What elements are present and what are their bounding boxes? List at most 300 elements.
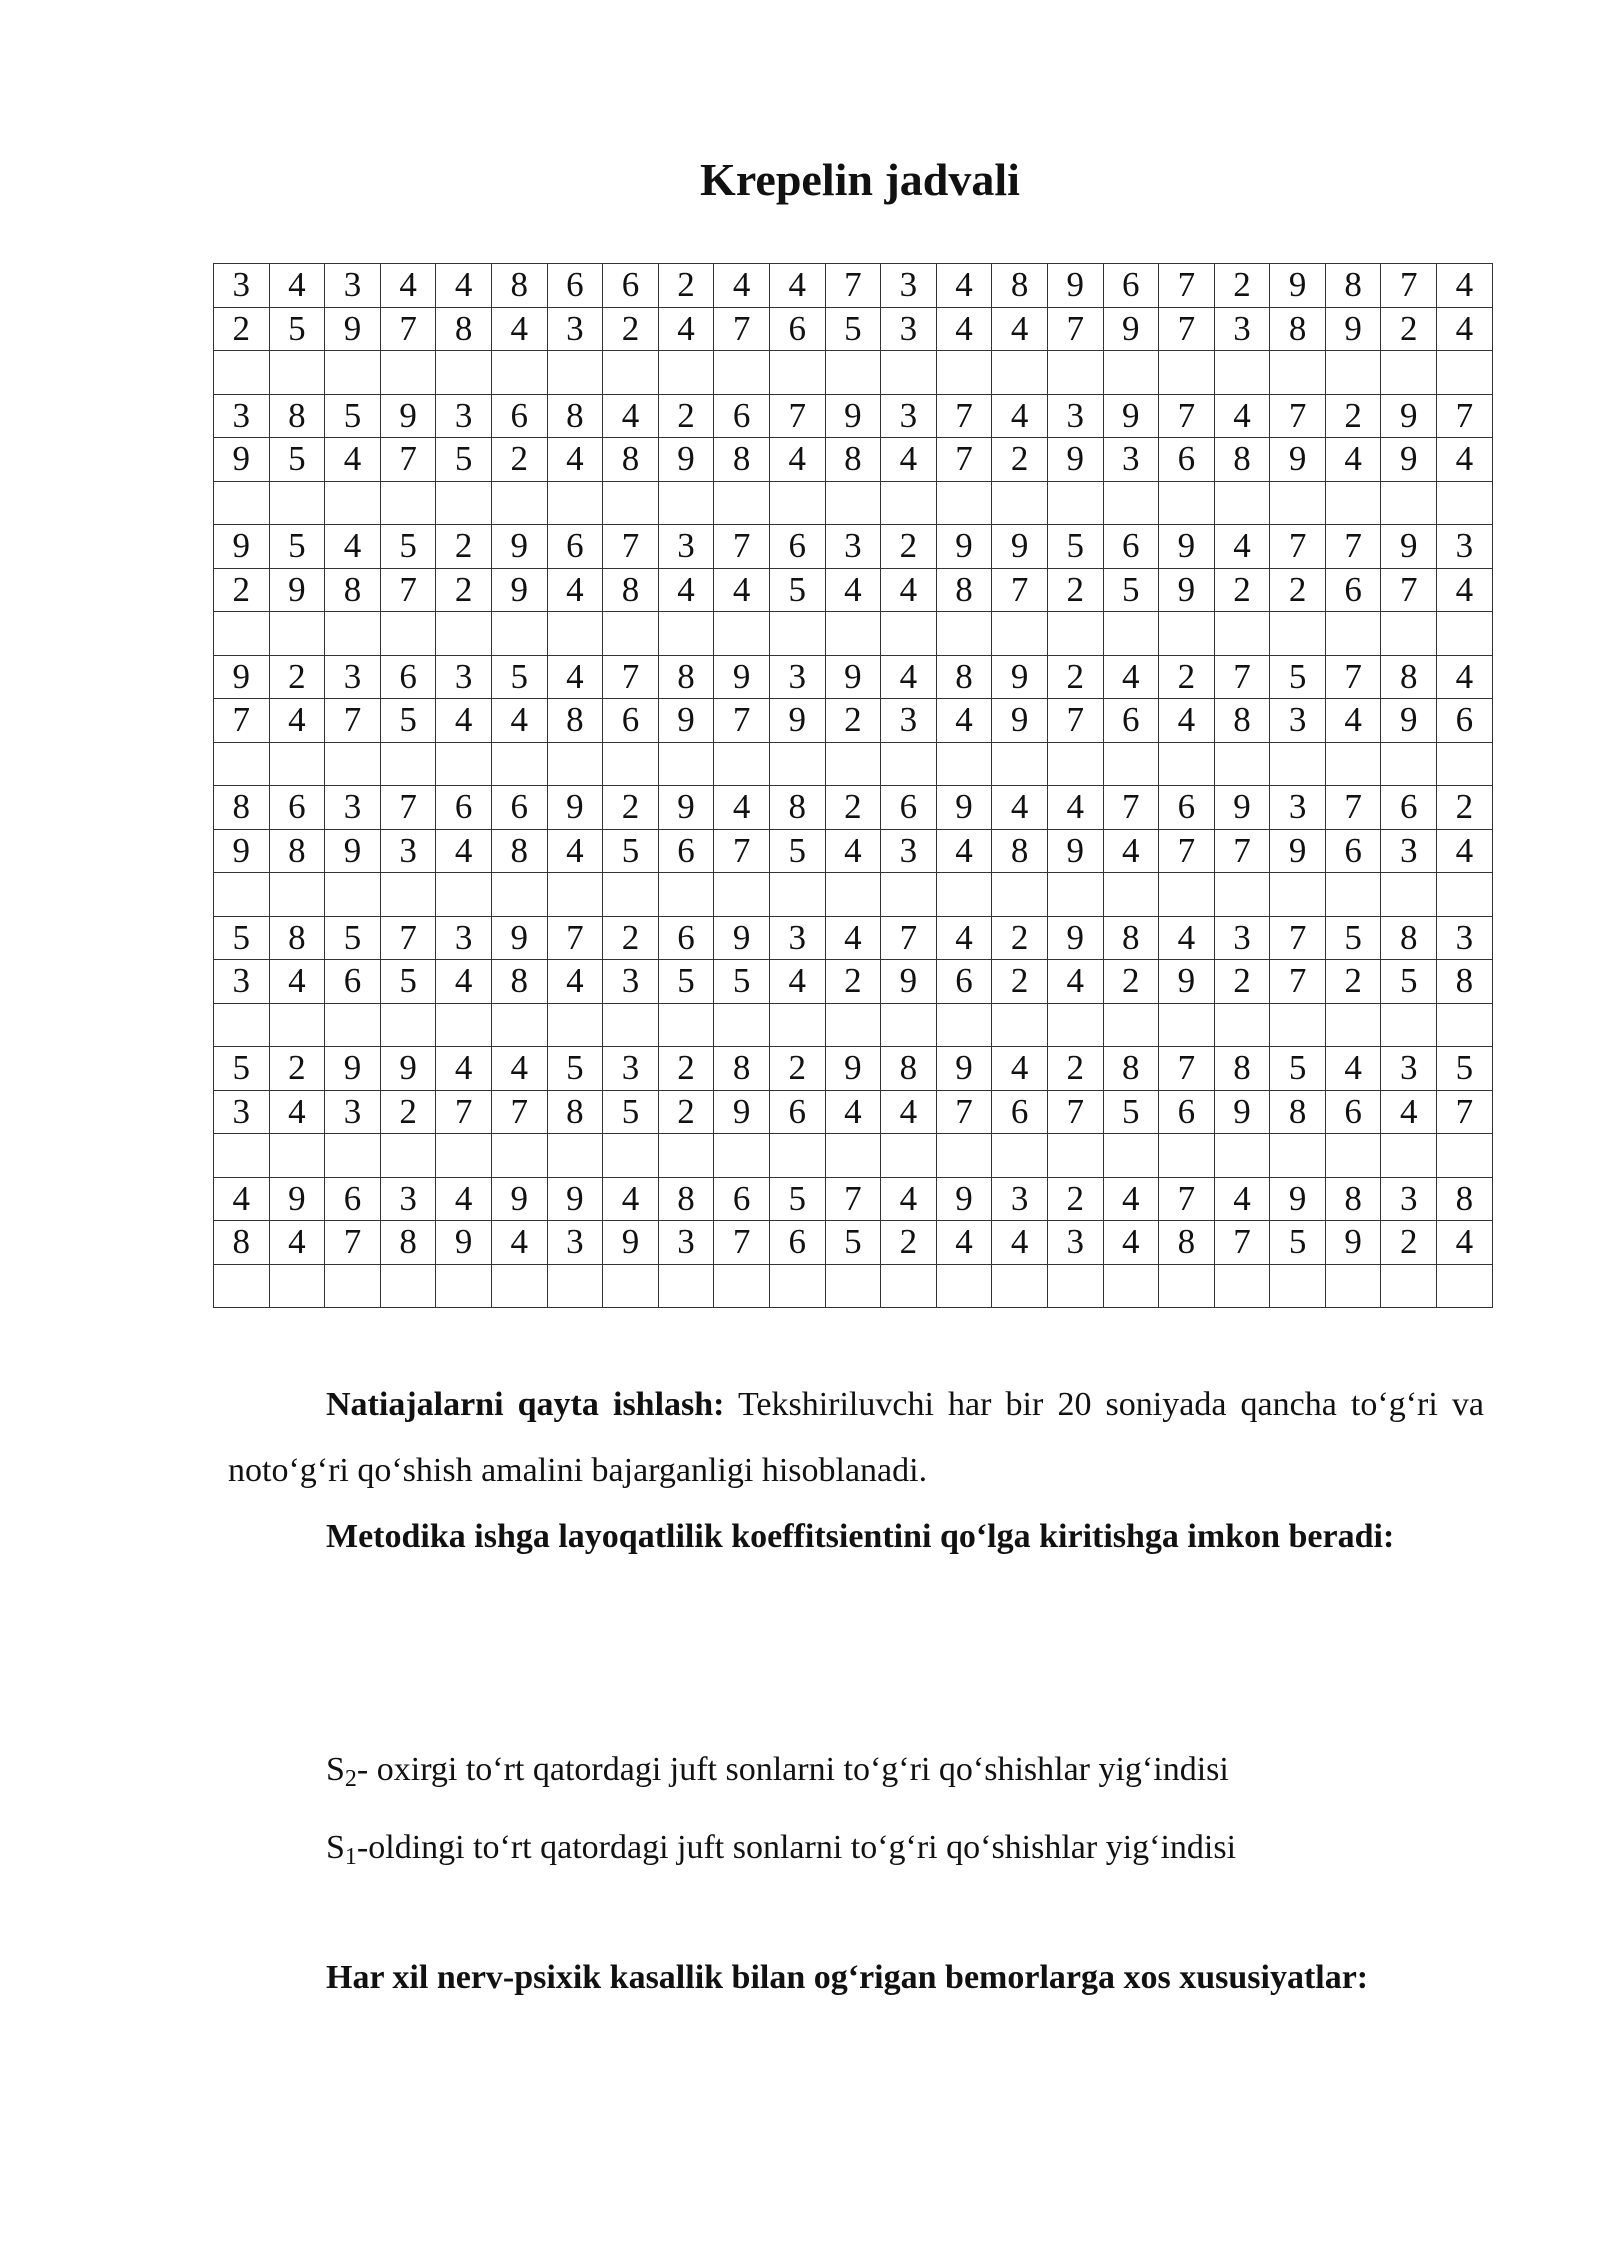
table-cell [491, 351, 547, 395]
table-cell: 8 [1214, 438, 1270, 482]
table-cell: 2 [1159, 655, 1215, 699]
table-cell [603, 873, 659, 917]
table-cell: 5 [491, 655, 547, 699]
table-cell: 9 [936, 1047, 992, 1091]
table-cell: 9 [1381, 438, 1437, 482]
table-cell: 4 [1437, 307, 1493, 351]
table-cell: 4 [881, 438, 937, 482]
table-cell [1270, 1003, 1326, 1047]
table-cell: 6 [769, 1221, 825, 1265]
table-cell: 9 [1103, 394, 1159, 438]
table-cell [214, 612, 270, 656]
table-cell: 4 [992, 786, 1048, 830]
table-cell: 2 [1325, 960, 1381, 1004]
table-cell [1325, 1003, 1381, 1047]
table-cell: 9 [714, 916, 770, 960]
table-cell: 2 [1103, 960, 1159, 1004]
table-cell: 5 [825, 307, 881, 351]
table-cell: 8 [214, 786, 270, 830]
table-cell: 7 [1047, 307, 1103, 351]
table-cell [1214, 1134, 1270, 1178]
table-cell [436, 1264, 492, 1308]
table-cell [992, 873, 1048, 917]
table-cell: 4 [825, 916, 881, 960]
table-cell: 6 [603, 699, 659, 743]
table-cell: 9 [325, 829, 381, 873]
table-cell [714, 612, 770, 656]
table-cell: 4 [380, 264, 436, 308]
table-cell: 5 [825, 1221, 881, 1265]
table-cell: 3 [325, 264, 381, 308]
table-cell [658, 873, 714, 917]
table-cell [658, 1264, 714, 1308]
table-cell [1103, 1003, 1159, 1047]
table-cell: 9 [325, 1047, 381, 1091]
table-cell: 4 [547, 960, 603, 1004]
table-cell: 4 [491, 307, 547, 351]
table-cell: 3 [380, 829, 436, 873]
table-cell: 9 [380, 1047, 436, 1091]
table-cell: 6 [325, 1177, 381, 1221]
table-cell: 2 [1047, 1047, 1103, 1091]
table-cell: 2 [769, 1047, 825, 1091]
table-cell: 4 [547, 438, 603, 482]
table-cell: 6 [1159, 1090, 1215, 1134]
table-cell: 3 [1437, 525, 1493, 569]
table-cell: 5 [214, 1047, 270, 1091]
table-cell: 7 [547, 916, 603, 960]
table-cell: 5 [269, 438, 325, 482]
table-cell: 6 [380, 655, 436, 699]
table-cell: 4 [325, 438, 381, 482]
table-cell: 8 [1214, 1047, 1270, 1091]
table-cell: 9 [1103, 307, 1159, 351]
table-cell: 7 [325, 1221, 381, 1265]
table-row [214, 1003, 1493, 1047]
table-cell: 6 [769, 1090, 825, 1134]
table-cell: 5 [769, 1177, 825, 1221]
table-cell: 4 [603, 1177, 659, 1221]
table-cell [214, 742, 270, 786]
table-cell [325, 612, 381, 656]
table-cell: 7 [714, 1221, 770, 1265]
table-row [214, 1134, 1493, 1178]
table-cell: 2 [881, 1221, 937, 1265]
table-cell: 8 [1381, 655, 1437, 699]
table-cell [603, 612, 659, 656]
table-cell: 6 [714, 394, 770, 438]
table-cell: 4 [325, 525, 381, 569]
table-cell: 7 [380, 916, 436, 960]
table-cell: 6 [992, 1090, 1048, 1134]
table-cell: 7 [1381, 264, 1437, 308]
table-cell: 4 [436, 264, 492, 308]
table-cell: 8 [714, 438, 770, 482]
s2-text: - oxirgi to‘rt qatordagi juft sonlarni to‘g‘ri qo‘shishlar yig‘indisi [356, 1751, 1229, 1788]
table-cell [1214, 1003, 1270, 1047]
table-cell: 9 [992, 525, 1048, 569]
table-cell [658, 1134, 714, 1178]
table-cell: 9 [881, 960, 937, 1004]
table-cell: 9 [325, 307, 381, 351]
table-cell: 7 [1159, 1177, 1215, 1221]
table-cell: 2 [1325, 394, 1381, 438]
table-cell: 9 [1270, 264, 1326, 308]
table-cell: 6 [1103, 699, 1159, 743]
table-cell [325, 742, 381, 786]
table-cell [547, 873, 603, 917]
table-cell [992, 1003, 1048, 1047]
table-cell: 8 [769, 786, 825, 830]
table-cell [1270, 1264, 1326, 1308]
table-cell: 3 [881, 699, 937, 743]
table-row [214, 1264, 1493, 1308]
table-cell [436, 873, 492, 917]
table-cell: 5 [1270, 1047, 1326, 1091]
table-cell [325, 1134, 381, 1178]
table-cell: 8 [491, 829, 547, 873]
table-cell: 9 [714, 655, 770, 699]
table-cell [1381, 742, 1437, 786]
table-cell: 7 [436, 1090, 492, 1134]
table-cell: 4 [436, 1177, 492, 1221]
table-cell: 3 [825, 525, 881, 569]
table-cell: 4 [1103, 1177, 1159, 1221]
table-cell: 9 [825, 655, 881, 699]
table-cell [380, 873, 436, 917]
table-cell [380, 742, 436, 786]
table-row [214, 394, 1493, 438]
table-cell: 5 [714, 960, 770, 1004]
table-cell: 4 [825, 568, 881, 612]
page-title: Krepelin jadvali [700, 154, 1020, 205]
table-cell: 3 [436, 655, 492, 699]
table-cell [714, 873, 770, 917]
table-cell: 8 [269, 829, 325, 873]
table-cell: 2 [1047, 655, 1103, 699]
table-cell: 3 [380, 1177, 436, 1221]
table-cell: 2 [1214, 264, 1270, 308]
table-cell [1103, 481, 1159, 525]
table-cell: 3 [603, 1047, 659, 1091]
table-cell: 5 [658, 960, 714, 1004]
table-cell: 7 [825, 1177, 881, 1221]
table-cell: 6 [603, 264, 659, 308]
table-row [214, 568, 1493, 612]
table-cell: 3 [1270, 699, 1326, 743]
table-cell: 4 [769, 438, 825, 482]
table-cell: 4 [436, 699, 492, 743]
table-cell [1437, 742, 1493, 786]
table-cell [436, 351, 492, 395]
table-row [214, 525, 1493, 569]
table-cell [1437, 1264, 1493, 1308]
table-cell: 2 [603, 786, 659, 830]
table-row [214, 264, 1493, 308]
table-cell [547, 742, 603, 786]
table-cell: 4 [714, 568, 770, 612]
table-row [214, 960, 1493, 1004]
table-cell [825, 1134, 881, 1178]
table-cell: 4 [603, 394, 659, 438]
table-cell [714, 742, 770, 786]
table-cell: 5 [769, 568, 825, 612]
table-cell: 7 [881, 916, 937, 960]
table-cell [269, 873, 325, 917]
table-cell [1159, 1003, 1215, 1047]
table-cell [325, 1264, 381, 1308]
table-cell: 9 [491, 568, 547, 612]
table-cell: 4 [936, 264, 992, 308]
table-cell: 9 [491, 916, 547, 960]
table-cell [547, 612, 603, 656]
table-cell: 9 [214, 655, 270, 699]
table-cell [1270, 351, 1326, 395]
table-cell [547, 1003, 603, 1047]
table-cell: 2 [1381, 307, 1437, 351]
table-cell [1103, 873, 1159, 917]
table-cell: 7 [1325, 786, 1381, 830]
table-cell: 4 [992, 394, 1048, 438]
table-cell: 3 [436, 394, 492, 438]
table-row [214, 1090, 1493, 1134]
table-cell: 4 [436, 1047, 492, 1091]
table-cell: 4 [1437, 829, 1493, 873]
table-cell [603, 351, 659, 395]
table-cell: 8 [1437, 1177, 1493, 1221]
table-cell: 7 [1214, 1221, 1270, 1265]
table-cell: 9 [658, 699, 714, 743]
table-cell [658, 1003, 714, 1047]
table-cell [269, 742, 325, 786]
table-cell: 4 [1047, 960, 1103, 1004]
table-cell [1214, 1264, 1270, 1308]
table-cell [1159, 351, 1215, 395]
table-cell: 3 [658, 525, 714, 569]
table-cell: 9 [992, 699, 1048, 743]
table-cell: 5 [380, 525, 436, 569]
table-cell [881, 612, 937, 656]
table-cell: 7 [936, 438, 992, 482]
table-cell: 2 [992, 916, 1048, 960]
table-row [214, 829, 1493, 873]
table-cell [1437, 351, 1493, 395]
table-cell: 8 [658, 655, 714, 699]
table-cell: 4 [769, 264, 825, 308]
table-cell [1270, 873, 1326, 917]
table-cell [436, 1003, 492, 1047]
table-cell: 2 [491, 438, 547, 482]
method-heading: Metodika ishga layoqatlilik koeffitsientini qo‘lga kiritishga imkon beradi: [326, 1518, 1395, 1555]
processing-heading: Natiajalarni qayta ishlash: [326, 1386, 725, 1423]
table-cell: 8 [491, 960, 547, 1004]
table-cell: 8 [658, 1177, 714, 1221]
table-row [214, 1177, 1493, 1221]
table-cell: 2 [380, 1090, 436, 1134]
table-cell: 7 [380, 786, 436, 830]
table-cell: 7 [769, 394, 825, 438]
table-cell [1325, 351, 1381, 395]
table-cell: 6 [269, 786, 325, 830]
table-cell: 2 [992, 960, 1048, 1004]
table-cell: 6 [1325, 1090, 1381, 1134]
table-cell: 2 [1381, 1221, 1437, 1265]
table-cell: 4 [936, 699, 992, 743]
table-cell: 7 [714, 699, 770, 743]
table-cell: 9 [1159, 568, 1215, 612]
table-cell: 4 [214, 1177, 270, 1221]
table-cell: 8 [214, 1221, 270, 1265]
table-cell: 4 [1103, 829, 1159, 873]
table-cell: 8 [547, 1090, 603, 1134]
table-cell: 6 [1103, 525, 1159, 569]
table-cell: 2 [603, 916, 659, 960]
table-cell [603, 1134, 659, 1178]
table-cell [1325, 873, 1381, 917]
table-cell [825, 742, 881, 786]
table-cell: 7 [992, 568, 1048, 612]
table-cell [936, 612, 992, 656]
table-cell: 4 [547, 568, 603, 612]
table-cell: 7 [936, 1090, 992, 1134]
table-cell [881, 1003, 937, 1047]
table-cell [881, 481, 937, 525]
table-cell: 7 [380, 438, 436, 482]
table-cell: 6 [714, 1177, 770, 1221]
table-cell [1159, 1134, 1215, 1178]
table-cell: 9 [269, 1177, 325, 1221]
table-cell: 9 [491, 1177, 547, 1221]
table-cell: 6 [936, 960, 992, 1004]
table-cell: 9 [825, 1047, 881, 1091]
table-cell: 2 [1047, 568, 1103, 612]
table-cell: 9 [380, 394, 436, 438]
table-cell: 6 [436, 786, 492, 830]
table-cell: 6 [1325, 568, 1381, 612]
table-cell: 4 [1325, 699, 1381, 743]
table-cell [769, 742, 825, 786]
table-cell [1270, 1134, 1326, 1178]
table-cell: 9 [1159, 525, 1215, 569]
table-cell: 4 [547, 829, 603, 873]
table-cell: 7 [1103, 786, 1159, 830]
table-cell [269, 1134, 325, 1178]
table-cell: 7 [1381, 568, 1437, 612]
table-cell [825, 481, 881, 525]
method-paragraph [228, 1504, 1484, 1570]
table-cell [603, 1003, 659, 1047]
table-cell: 9 [1270, 438, 1326, 482]
table-cell [1103, 351, 1159, 395]
table-cell [547, 1264, 603, 1308]
table-cell: 3 [1381, 829, 1437, 873]
table-cell: 2 [603, 307, 659, 351]
table-cell [547, 481, 603, 525]
table-cell [269, 351, 325, 395]
table-cell: 9 [1381, 525, 1437, 569]
table-cell: 4 [936, 307, 992, 351]
table-cell: 7 [214, 699, 270, 743]
table-cell [992, 481, 1048, 525]
table-cell: 8 [825, 438, 881, 482]
table-cell: 7 [936, 394, 992, 438]
table-cell: 4 [269, 699, 325, 743]
table-cell: 4 [269, 1221, 325, 1265]
table-cell: 3 [1214, 307, 1270, 351]
table-cell: 9 [1325, 1221, 1381, 1265]
table-cell [992, 742, 1048, 786]
table-cell [881, 1134, 937, 1178]
table-cell [936, 1003, 992, 1047]
table-cell [1381, 1003, 1437, 1047]
table-cell: 9 [1214, 786, 1270, 830]
table-cell [491, 1134, 547, 1178]
table-cell [269, 612, 325, 656]
table-cell: 4 [491, 1221, 547, 1265]
table-cell: 9 [1159, 960, 1215, 1004]
table-cell [769, 1264, 825, 1308]
table-cell: 9 [214, 438, 270, 482]
table-cell: 3 [769, 916, 825, 960]
table-cell: 3 [603, 960, 659, 1004]
table-cell: 4 [1325, 1047, 1381, 1091]
table-cell: 6 [1103, 264, 1159, 308]
table-cell: 4 [1437, 568, 1493, 612]
table-cell: 8 [325, 568, 381, 612]
table-cell: 7 [380, 568, 436, 612]
table-cell: 8 [269, 394, 325, 438]
table-cell [936, 1264, 992, 1308]
table-cell: 4 [491, 1047, 547, 1091]
table-cell: 2 [658, 1047, 714, 1091]
table-cell [269, 481, 325, 525]
table-cell: 8 [491, 264, 547, 308]
table-cell [1214, 481, 1270, 525]
table-cell: 9 [936, 786, 992, 830]
table-cell: 4 [547, 655, 603, 699]
table-cell: 9 [1270, 1177, 1326, 1221]
table-cell [269, 1264, 325, 1308]
table-cell [1159, 612, 1215, 656]
table-cell: 6 [769, 307, 825, 351]
table-cell: 8 [1103, 1047, 1159, 1091]
table-cell: 9 [214, 525, 270, 569]
table-cell: 8 [1437, 960, 1493, 1004]
table-cell [658, 742, 714, 786]
table-cell: 5 [1103, 1090, 1159, 1134]
table-cell: 2 [1047, 1177, 1103, 1221]
table-cell: 9 [1047, 438, 1103, 482]
table-cell: 6 [881, 786, 937, 830]
table-cell: 5 [1325, 916, 1381, 960]
table-cell [1103, 1264, 1159, 1308]
table-cell: 9 [992, 655, 1048, 699]
table-cell: 4 [1103, 655, 1159, 699]
table-cell [380, 1003, 436, 1047]
table-cell [436, 742, 492, 786]
table-cell: 8 [1159, 1221, 1215, 1265]
s2-subscript: 2 [344, 1766, 357, 1792]
table-cell: 7 [1047, 699, 1103, 743]
table-cell: 3 [214, 264, 270, 308]
table-cell: 3 [214, 1090, 270, 1134]
table-cell [769, 351, 825, 395]
table-cell: 7 [603, 655, 659, 699]
table-cell: 4 [1103, 1221, 1159, 1265]
table-cell [491, 742, 547, 786]
table-cell [1381, 612, 1437, 656]
table-cell [936, 481, 992, 525]
